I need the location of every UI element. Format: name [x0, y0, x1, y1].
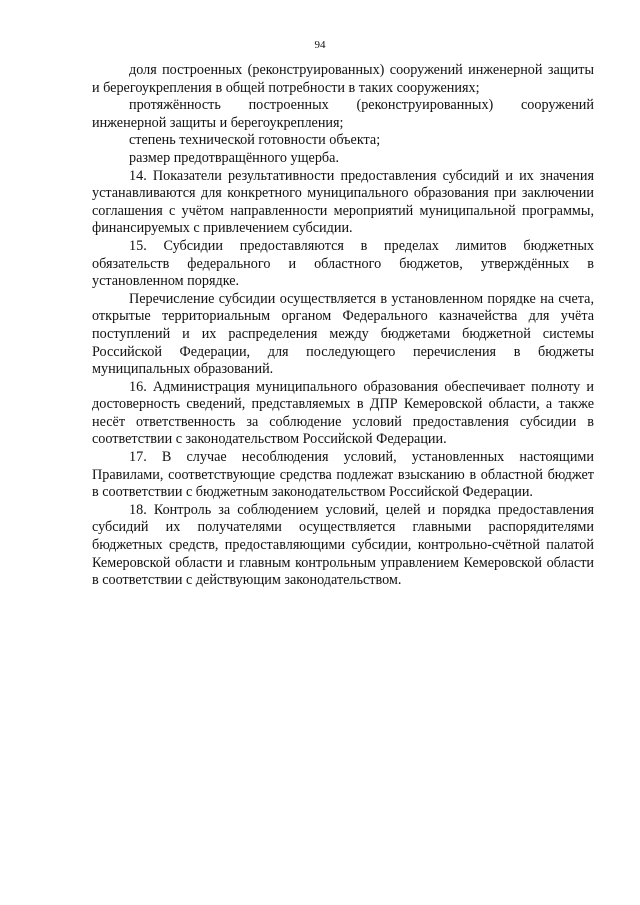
- paragraph-indicator-share: доля построенных (реконструированных) сооружений инженерной защиты и берегоукрепления в общей потребности в таких сооружениях;: [92, 62, 594, 96]
- paragraph-indicator-length: протяжённость построенных (реконструированных) сооружений инженерной защиты и берегоукрепления;: [92, 97, 594, 131]
- page-number: 94: [314, 39, 326, 51]
- paragraph-indicator-readiness: степень технической готовности объекта;: [129, 132, 381, 149]
- paragraph-16: 16. Администрация муниципального образования обеспечивает полноту и достоверность сведений, представляемых в ДПР Кемеровской области, а также несёт ответственность за соблюдение условий предоставления субсидии в соответствии с законодательством Российской Федерации.: [92, 378, 594, 448]
- paragraph-indicator-damage: размер предотвращённого ущерба.: [129, 149, 339, 166]
- paragraph-18: 18. Контроль за соблюдением условий, целей и порядка предоставления субсидий их получателями осуществляется главными распорядителями бюджетных средств, предоставляющими субсидии, контрольно-счётной палатой Кемеровской области и главным контрольным управлением Кемеровской области в соответствии с действующим законодательством.: [92, 501, 594, 589]
- paragraph-transfer: Перечисление субсидии осуществляется в установленном порядке на счета, открытые территориальным органом Федерального казначейства для учёта поступлений и их распределения между бюджетами бюджетной системы Российской Федерации, для последующего перечисления в бюджеты муниципальных образований.: [92, 290, 594, 378]
- paragraph-17: 17. В случае несоблюдения условий, установленных настоящими Правилами, соответствующие средства подлежат взысканию в областной бюджет в соответствии с бюджетным законодательством Российской Федерации.: [92, 449, 594, 501]
- document-body: [92, 62, 594, 590]
- paragraph-14: 14. Показатели результативности предоставления субсидий и их значения устанавливаются для конкретного муниципального образования при заключении соглашения с учётом направленности мероприятий муниципальной программы, финансируемых с привлечением субсидии.: [92, 167, 594, 237]
- paragraph-15: 15. Субсидии предоставляются в пределах лимитов бюджетных обязательств федерального и областного бюджетов, утверждённых в установленном порядке.: [92, 237, 594, 290]
